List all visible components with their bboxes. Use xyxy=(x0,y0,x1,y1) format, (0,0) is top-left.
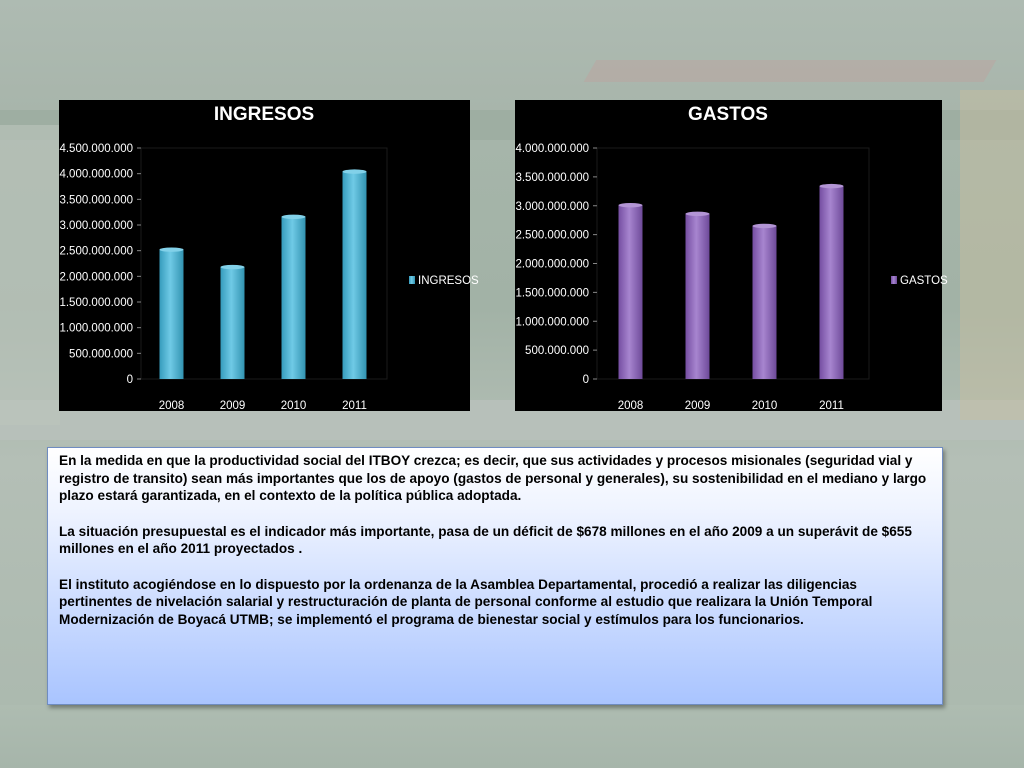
gastos-y-tick-label: 500.000.000 xyxy=(525,345,589,358)
ingresos-bar-top xyxy=(160,247,184,251)
ingresos-y-tick-label: 500.000.000 xyxy=(69,348,133,361)
gastos-bar-top xyxy=(619,203,643,207)
gastos-bar xyxy=(686,212,710,379)
gastos-bar xyxy=(619,203,643,379)
ingresos-bar-top xyxy=(221,265,245,269)
gastos-bar-body xyxy=(753,226,777,379)
ingresos-y-tick-label: 4.000.000.000 xyxy=(59,168,133,181)
gastos-bar-top xyxy=(686,212,710,216)
gastos-y-tick-label: 1.500.000.000 xyxy=(515,287,589,300)
ingresos-y-tick-label: 2.500.000.000 xyxy=(59,245,133,258)
gastos-y-tick-label: 2.000.000.000 xyxy=(515,258,589,271)
ingresos-x-tick-label: 2010 xyxy=(280,400,307,412)
ingresos-bar-body xyxy=(282,217,306,379)
paragraph-productivity: En la medida en que la productividad social del ITBOY crezca; es decir, que sus actividades y procesos misionales (seguridad vial y registro de transito) sean más importantes que los de apoyo (gastos de personal y generales), su sostenibilidad en el mediano y largo plazo estará garantizada, en el contexto de la política pública adoptada. xyxy=(59,453,927,503)
gastos-chart-title: GASTOS xyxy=(688,104,768,125)
ingresos-bar-top xyxy=(282,215,306,219)
gastos-bar xyxy=(820,184,844,379)
background-shape xyxy=(960,90,1024,420)
ingresos-chart xyxy=(59,100,479,412)
gastos-y-tick-label: 2.500.000.000 xyxy=(515,229,589,242)
gastos-chart xyxy=(515,100,948,412)
gastos-bar-body xyxy=(820,186,844,379)
ingresos-bar xyxy=(282,215,306,379)
ingresos-bar-body xyxy=(343,172,367,379)
background-shape xyxy=(584,60,997,82)
ingresos-bar-body xyxy=(221,267,245,379)
gastos-bar-top xyxy=(753,224,777,228)
ingresos-y-tick-label: 4.500.000.000 xyxy=(59,143,133,155)
gastos-y-tick-label: 4.000.000.000 xyxy=(515,143,589,155)
gastos-legend-swatch xyxy=(891,276,897,284)
gastos-chart-svg xyxy=(515,100,948,412)
ingresos-bar xyxy=(160,247,184,379)
ingresos-x-tick-label: 2011 xyxy=(342,400,367,412)
paragraph-institute: El instituto acogiéndose en lo dispuesto por la ordenanza de la Asamblea Departamental, procedió a realizar las diligencias pertinentes de nivelación salarial y restructuración de planta de personal conforme al estudio que realizara la Unión Temporal Modernización de Boyacá UTMB; se implementó el programa de bienestar social y estímulos para los funcionarios. xyxy=(59,576,873,627)
summary-text-box xyxy=(47,447,943,705)
ingresos-y-tick-label: 1.000.000.000 xyxy=(59,322,133,335)
ingresos-y-tick-label: 3.000.000.000 xyxy=(59,220,133,232)
ingresos-bar-body xyxy=(160,250,184,379)
gastos-y-tick-label: 3.000.000.000 xyxy=(515,200,589,213)
ingresos-y-tick-label: 0 xyxy=(126,374,133,386)
ingresos-y-tick-label: 1.500.000.000 xyxy=(59,297,133,309)
gastos-y-tick-label: 0 xyxy=(582,374,589,386)
ingresos-x-tick-label: 2008 xyxy=(158,400,185,412)
background-band xyxy=(0,0,1024,110)
gastos-bar-body xyxy=(619,205,643,379)
paragraph-budget: La situación presupuestal es el indicador más importante, pasa de un déficit de $678 millones en el año 2009 a un superávit de $655 millones en el año 2011 proyectados . xyxy=(59,523,912,556)
gastos-x-tick-label: 2009 xyxy=(684,400,711,412)
ingresos-legend-swatch xyxy=(409,276,415,284)
gastos-x-tick-label: 2011 xyxy=(819,400,844,412)
ingresos-chart-svg xyxy=(59,100,479,412)
gastos-legend-label: GASTOS xyxy=(900,275,948,287)
gastos-bar xyxy=(753,224,777,379)
ingresos-legend-label: INGRESOS xyxy=(418,275,479,287)
ingresos-y-tick-label: 3.500.000.000 xyxy=(59,194,133,207)
gastos-bar-top xyxy=(820,184,844,188)
ingresos-chart-title: INGRESOS xyxy=(213,104,315,125)
ingresos-bar xyxy=(343,169,367,379)
gastos-bar-body xyxy=(686,214,710,379)
background-shape xyxy=(0,125,60,425)
gastos-x-tick-label: 2010 xyxy=(751,400,778,412)
ingresos-y-tick-label: 2.000.000.000 xyxy=(59,271,133,284)
background-band xyxy=(0,705,1024,768)
ingresos-bar xyxy=(221,265,245,379)
gastos-x-tick-label: 2008 xyxy=(617,400,644,412)
ingresos-bar-top xyxy=(343,169,367,173)
gastos-y-tick-label: 3.500.000.000 xyxy=(515,171,589,184)
gastos-y-tick-label: 1.000.000.000 xyxy=(515,316,589,329)
ingresos-x-tick-label: 2009 xyxy=(219,400,246,412)
